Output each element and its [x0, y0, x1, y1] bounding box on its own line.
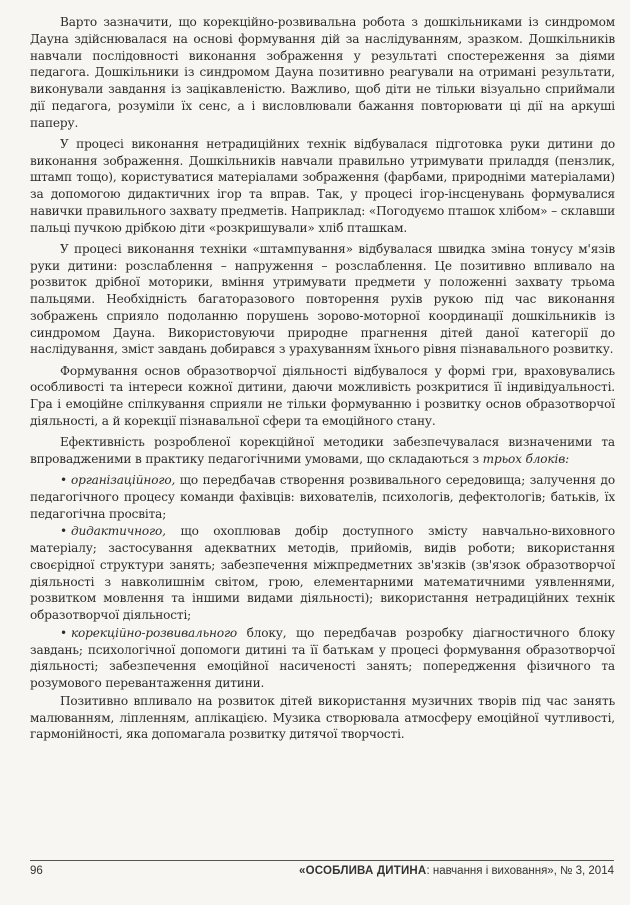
bullet-organizational: [30, 472, 615, 522]
article-body: [30, 14, 615, 748]
bullet-text: блоку, що передбачав розробку діагностичного блоку завдань; психологічної допомоги дитині та її батькам у процесі формування образотворчої діяльності; забезпечення емоційної насиченості занять; попередження фізичного та розумового перевантаження дитини.: [30, 625, 615, 690]
paragraph-2: У процесі виконання нетрадиційних технік відбувалася підготовка руки дитини до виконання зображення. Дошкільників навчали правильно утримувати приладдя (пензлик, штамп тощо), користуватися матеріалами зображення (фарбами, природніми матеріалами) за допомогою дидактичних ігор та вправ. Так, у процесі ігор-інсценувань формувалися навички правильного захвату предметів. Наприклад: «Погодуємо пташок хлібом» – склавши пальці пучкою дрібкою діти «розкришували» хліб пташкам.: [30, 136, 615, 235]
bullet-term: організаційного,: [70, 473, 176, 487]
paragraph-closing: Позитивно впливало на розвиток дітей використання музичних творів під час занять малюванням, ліпленням, аплікацією. Музика створювала атмосферу емоційної чутливості, гармонійності, яка допомагала розвитку дитячої творчості.: [30, 693, 615, 742]
bullet-marker: •: [60, 524, 67, 539]
journal-issue: : навчання і виховання», № 3, 2014: [426, 865, 614, 877]
journal-title: «ОСОБЛИВА ДИТИНА: [299, 865, 427, 877]
page-number: 96: [30, 865, 43, 877]
bullet-text: що охоплював добір доступного змісту навчально-виховного матеріалу; застосування адекватних методів, прийомів, видів роботи; використання своєрідної структури занять; забезпечення міжпредметних зв'язків (зв'язок образотворчої діяльності з навколишнім світом, грою, елементарними математичними уявленнями, розвитком мовлення та іншими видами діяльності); використання нетрадиційних технік образотворчої діяльності;: [30, 524, 615, 622]
bullet-term: дидактичного,: [70, 524, 166, 539]
page-footer: [30, 860, 614, 877]
bullet-didactic: [30, 523, 615, 624]
paragraph-4: Формування основ образотворчої діяльності відбувалося у формі гри, враховувались особливості та інтереси кожної дитини, даючи можливість розкритися її індивідуальності. Гра і емоційне спілкування сприяли не тільки формуванню і розвитку основ образотворчої діяльності, а й корекції пізнавальної сфери та емоційного стану.: [30, 363, 615, 428]
paragraph-efficiency: [30, 434, 615, 468]
efficiency-emphasis: трьох блоків:: [482, 451, 570, 466]
bullet-text: що передбачав створення розвивального середовища; залучення до педагогічного процесу команди фахівців: вихователів, психологів, дефектологів; батьків, їх педагогічна просвіта;: [30, 473, 615, 521]
journal-reference: [299, 865, 614, 877]
efficiency-text: Ефективність розробленої корекційної методики забезпечувалася визначеними та впровадженими в практику педагогічними умовами, що складаються з: [30, 435, 615, 466]
bullet-marker: •: [60, 625, 67, 640]
paragraph-3: У процесі виконання техніки «штампування» відбувалася швидка зміна тонусу м'язів руки дитини: розслаблення – напруження – розслаблення. Це позитивно впливало на розвиток дрібної моторики, вміння утримувати предмети у положенні захвату трьома пальцями. Необхідність багаторазового повторення рухів рукою під час виконання зображень сприяло подоланню порушень зорово-моторної координації дошкільників із синдромом Дауна. Використовуючи природне прагнення дітей даної категорії до наслідування, зміст завдань добирався з урахуванням їхнього рівня пізнавального розвитку.: [30, 241, 615, 357]
bullet-term: корекційно-розвивального: [70, 625, 238, 640]
bullet-marker: •: [60, 473, 67, 487]
paragraph-1: Варто зазначити, що корекційно-розвивальна робота з дошкільниками із синдромом Дауна здійснювалася на основі формування дій за наслідуванням, зразком. Дошкільників навчали послідовності виконання зображення у результаті спостереження за діями педагога. Дошкільники із синдромом Дауна позитивно реагували на отримані результати, виконували завдання із зацікавленістю. Важливо, щоб діти не тільки візуально сприймали дії педагога, розуміли їх сенс, а і висловлювали бажання повторювати ці дії на аркуші паперу.: [30, 15, 615, 130]
bullet-correctional: [30, 625, 615, 692]
